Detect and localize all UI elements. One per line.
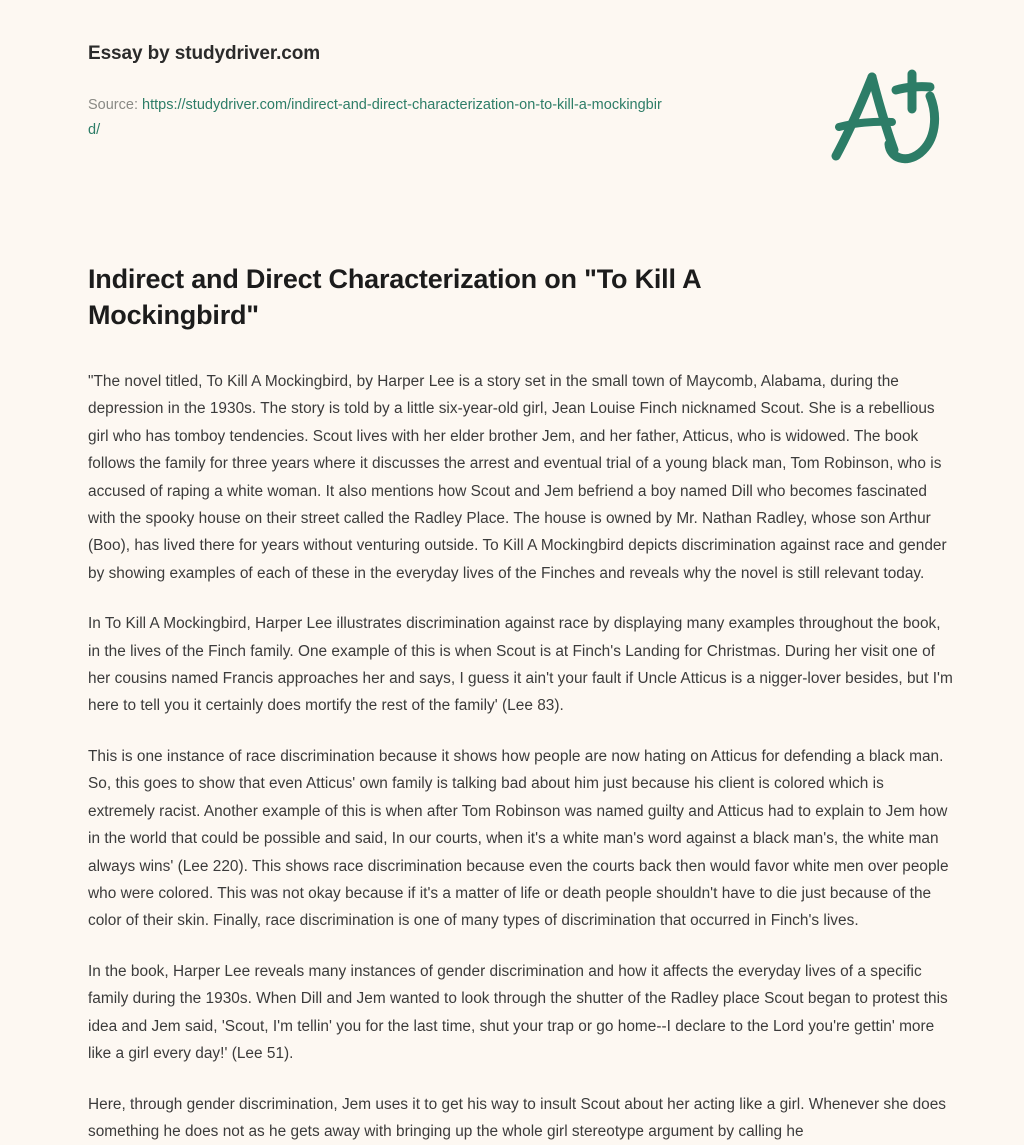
source-label: Source: xyxy=(88,96,138,113)
paragraph: "The novel titled, To Kill A Mockingbird, by Harper Lee is a story set in the small town of Maycomb, Alabama, during the depression in the 1930s. The story is told by a little six-year-old girl, Jean Louise Finch nicknamed Scout. She is a rebellious girl who has tomboy tendencies. Scout lives with her elder brother Jem, and her father, Atticus, who is widowed. The book follows the family for three years where it discusses the arrest and eventual trial of a young black man, Tom Robinson, who is accused of raping a white woman. It also mentions how Scout and Jem befriend a boy named Dill who becomes fascinated with the spooky house on their street called the Radley Place. The house is owned by Mr. Nathan Radley, whose son Arthur (Boo), has lived there for years without venturing outside. To Kill A Mockingbird depicts discrimination against race and gender by showing examples of each of these in the everyday lives of the Finches and reveals why the novel is still relevant today. xyxy=(88,372,947,582)
paragraph: Here, through gender discrimination, Jem uses it to get his way to insult Scout about her acting like a girl. Whenever she does something he does not as he gets away with bringing up the whole girl stereotype argument by calling he xyxy=(88,1095,947,1140)
header-text-block xyxy=(88,42,728,143)
brand-attribution: Essay by studydriver.com xyxy=(88,43,321,64)
source-url-link[interactable]: https://studydriver.com/indirect-and-direct-characterization-on-to-kill-a-mockingbird/ xyxy=(88,96,662,138)
page-header xyxy=(0,0,1024,190)
article xyxy=(0,190,1024,1145)
source-line xyxy=(88,93,668,143)
article-body xyxy=(88,368,954,1145)
a-plus-logo-icon xyxy=(812,52,962,184)
paragraph: In the book, Harper Lee reveals many instances of gender discrimination and how it affects the everyday lives of a specific family during the 1930s. When Dill and Jem wanted to look through the shutter of the Radley place Scout began to protest this idea and Jem said, 'Scout, I'm tellin' you for the last time, shut your trap or go home--I declare to the Lord you're gettin' more like a girl every day!' (Lee 51). xyxy=(88,962,948,1063)
paragraph: This is one instance of race discrimination because it shows how people are now hating on Atticus for defending a black man. So, this goes to show that even Atticus' own family is talking bad about him just because his client is colored which is extremely racist. Another example of this is when after Tom Robinson was named guilty and Atticus had to explain to Jem how in the world that could be possible and said, In our courts, when it's a white man's word against a black man's, the white man always wins' (Lee 220). This shows race discrimination because even the courts back then would favor white men over people who were colored. This was not okay because if it's a matter of life or death people shouldn't have to die just because of the color of their skin. Finally, race discrimination is one of many types of discrimination that occurred in Finch's lives. xyxy=(88,747,949,930)
page-title: Indirect and Direct Characterization on "To Kill A Mockingbird" xyxy=(88,264,701,330)
paragraph: In To Kill A Mockingbird, Harper Lee illustrates discrimination against race by displaying many examples throughout the book, in the lives of the Finch family. One example of this is when Scout is at Finch's Landing for Christmas. During her visit one of her cousins named Francis approaches her and says, I guess it ain't your fault if Uncle Atticus is a nigger-lover besides, but I'm here to tell you it certainly does mortify the rest of the family' (Lee 83). xyxy=(88,615,953,715)
